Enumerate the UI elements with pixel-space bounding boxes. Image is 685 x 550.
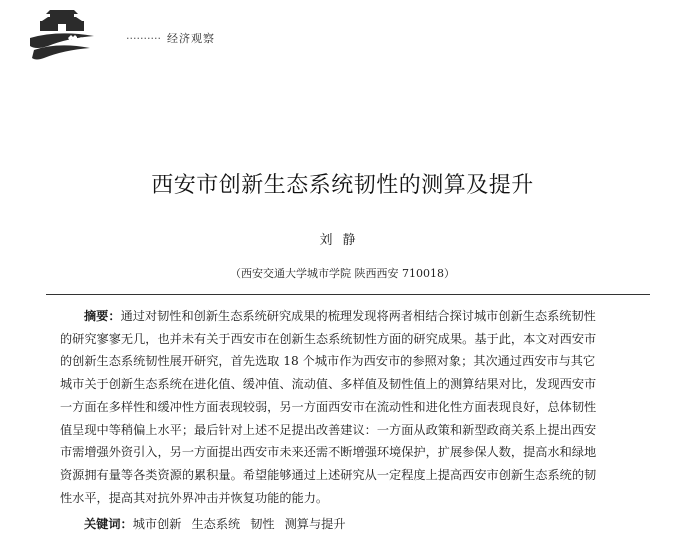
abstract-line — [60, 305, 650, 328]
abstract-line: 的创新生态系统韧性展开研究，首先选取 18 个城市作为西安市的参照对象；其次通过西安市与其它 — [60, 354, 596, 369]
abstract-line: 市需增强外资引入，另一方面提出西安市未来还需不断增强环境保护，扩展参保人数，提高水和绿地 — [60, 445, 597, 460]
keyword: 测算与提升 — [284, 517, 346, 531]
keyword: 生态系统 — [191, 517, 241, 531]
divider-rule — [46, 294, 650, 295]
article-affiliation: （西安交通大学城市学院 陕西西安 710018） — [230, 267, 455, 280]
keywords-label: 关键词： — [84, 517, 133, 531]
keyword: 韧性 — [250, 517, 275, 531]
article-title: 西安市创新生态系统韧性的测算及提升 — [151, 173, 534, 198]
abstract-line: 城市关于创新生态系统在进化值、缓冲值、流动值、多样值及韧性值上的测算结果对比，发现西安市 — [60, 377, 597, 392]
page-header — [28, 8, 668, 64]
article-author: 刘静 — [319, 233, 366, 248]
section-title: 经济观察 — [166, 32, 215, 45]
section-dots: ·········· — [126, 32, 161, 45]
abstract-line: 一方面在多样性和缓冲性方面表现较弱，另一方面西安市在流动性和进化性方面表现良好，总体韧性 — [60, 399, 597, 414]
city-gate-logo — [28, 8, 96, 62]
keywords-block — [84, 515, 356, 532]
abstract-line: 性水平，提高其对抗外界冲击并恢复功能的能力。 — [60, 490, 329, 505]
abstract-text: 通过对韧性和创新生态系统研究成果的梳理发现将两者相结合探讨城市创新生态系统韧性 — [120, 309, 596, 323]
abstract-block — [60, 305, 650, 509]
section-label — [126, 30, 215, 46]
abstract-line: 的研究寥寥无几，也并未有关于西安市在创新生态系统韧性方面的研究成果。基于此，本文对西安市 — [60, 331, 597, 346]
abstract-label: 摘要： — [84, 309, 121, 323]
keyword: 城市创新 — [132, 517, 182, 531]
abstract-line: 值呈现中等稍偏上水平；最后针对上述不足提出改善建议：一方面从政策和新型政商关系上提出西安 — [60, 422, 597, 437]
abstract-line: 资源拥有量等各类资源的累积量。希望能够通过上述研究从一定程度上提高西安市创新生态系统的韧 — [60, 467, 597, 482]
